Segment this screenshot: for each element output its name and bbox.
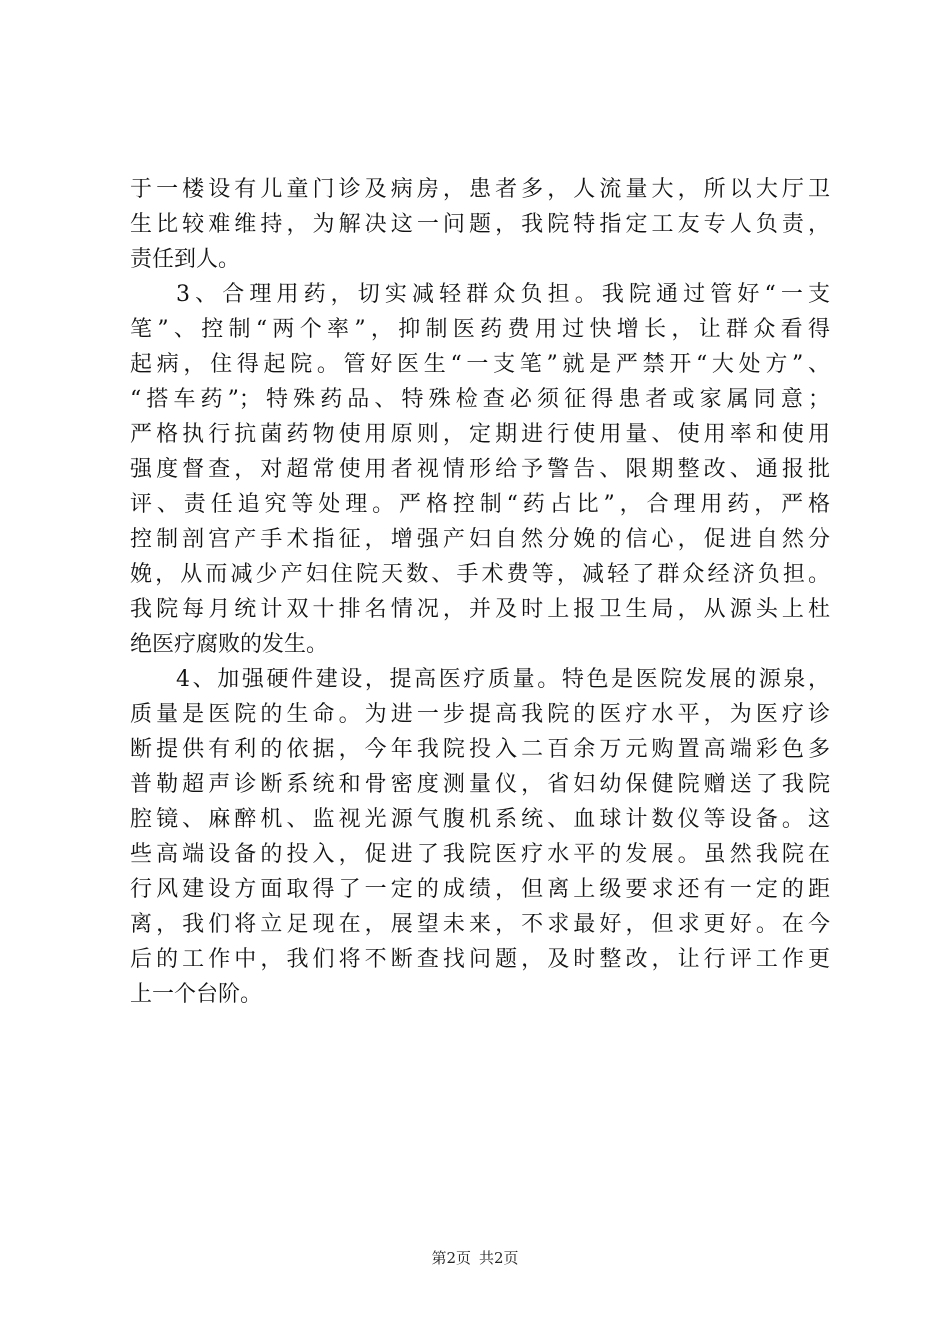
text-line: 生比较难维持，为解决这一问题，我院特指定工友专人负责， — [130, 212, 830, 237]
page-footer — [0, 1248, 950, 1268]
text-line: 离，我们将立足现在，展望未来，不求最好，但求更好。在今 — [130, 912, 830, 937]
text-line: 起病，住得起院。管好医生“一支笔”就是严禁开“大处方”、 — [130, 352, 830, 377]
text-line: 严格执行抗菌药物使用原则，定期进行使用量、使用率和使用 — [130, 422, 830, 447]
text-line: 于一楼设有儿童门诊及病房，患者多，人流量大，所以大厅卫 — [130, 177, 830, 202]
body-text — [130, 172, 830, 1012]
page-total: 共2页 — [479, 1249, 519, 1267]
text-line: 些高端设备的投入，促进了我院医疗水平的发展。虽然我院在 — [130, 842, 830, 867]
text-line: 质量是医院的生命。为进一步提高我院的医疗水平，为医疗诊 — [130, 702, 830, 727]
text-line: 责任到人。 — [130, 247, 241, 272]
text-line: 控制剖宫产手术指征，增强产妇自然分娩的信心，促进自然分 — [130, 527, 830, 552]
text-line: 腔镜、麻醉机、监视光源气腹机系统、血球计数仪等设备。这 — [130, 807, 830, 832]
text-line: 行风建设方面取得了一定的成绩，但离上级要求还有一定的距 — [130, 877, 830, 902]
text-line: 评、责任追究等处理。严格控制“药占比”，合理用药，严格 — [130, 492, 830, 517]
text-line: 3、合理用药，切实减轻群众负担。我院通过管好“一支 — [176, 282, 830, 307]
text-line: 后的工作中，我们将不断查找问题，及时整改，让行评工作更 — [130, 947, 830, 972]
text-line: 笔”、控制“两个率”，抑制医药费用过快增长，让群众看得 — [130, 317, 830, 342]
text-line: 娩，从而减少产妇住院天数、手术费等，减轻了群众经济负担。 — [130, 562, 830, 587]
text-line: 我院每月统计双十排名情况，并及时上报卫生局，从源头上杜 — [130, 597, 830, 622]
text-line: 普勒超声诊断系统和骨密度测量仪，省妇幼保健院赠送了我院 — [130, 772, 830, 797]
text-line: 强度督查，对超常使用者视情形给予警告、限期整改、通报批 — [130, 457, 830, 482]
page-number: 第2页 — [431, 1249, 471, 1267]
text-line: 上一个台阶。 — [130, 982, 263, 1007]
text-line: 断提供有利的依据，今年我院投入二百余万元购置高端彩色多 — [130, 737, 830, 762]
text-line: “搭车药”；特殊药品、特殊检查必须征得患者或家属同意； — [130, 387, 830, 412]
text-line: 4、加强硬件建设，提高医疗质量。特色是医院发展的源泉， — [176, 667, 830, 692]
text-line: 绝医疗腐败的发生。 — [130, 632, 329, 657]
